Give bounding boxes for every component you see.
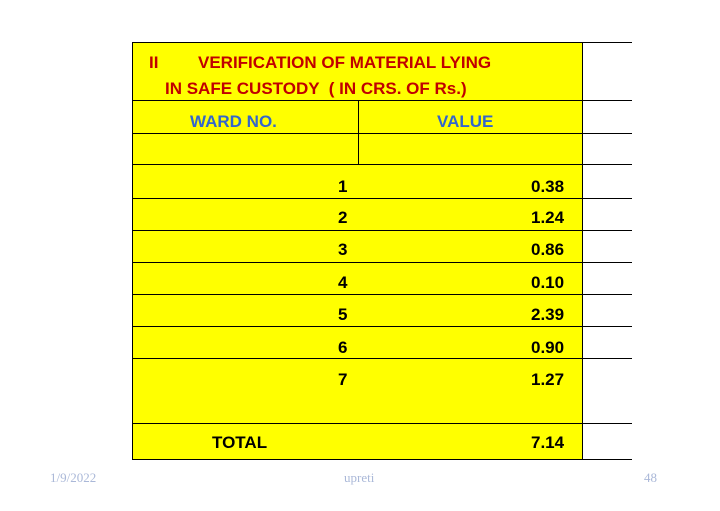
rule-top (132, 42, 632, 43)
ward-value: 0.38 (531, 177, 565, 196)
rule-after-title (132, 100, 632, 101)
title-line-2: IN SAFE CUSTODY ( IN CRS. OF Rs.) (165, 79, 467, 98)
footer-author: upreti (344, 470, 375, 485)
rule-row-6 (132, 358, 632, 359)
rule-bottom (132, 459, 632, 460)
ward-number: 3 (338, 240, 348, 259)
ward-value: 0.90 (531, 338, 565, 357)
ward-value: 0.86 (531, 240, 565, 259)
title-line-1: VERIFICATION OF MATERIAL LYING (198, 53, 492, 72)
ward-number: 7 (338, 370, 348, 389)
footer-date: 1/9/2022 (50, 470, 97, 485)
title-prefix: II (149, 53, 159, 72)
rule-row-3 (132, 262, 632, 263)
ward-number: 2 (338, 208, 348, 227)
ward-number: 6 (338, 338, 348, 357)
rule-row-1 (132, 198, 632, 199)
rule-left (132, 42, 133, 460)
header-value: VALUE (437, 112, 494, 131)
ward-value: 1.27 (531, 370, 565, 389)
ward-number: 4 (338, 273, 348, 292)
total-label: TOTAL (212, 433, 268, 452)
ward-value: 0.10 (531, 273, 565, 292)
ward-value: 1.24 (531, 208, 565, 227)
rule-row-2 (132, 230, 632, 231)
ward-number: 1 (338, 177, 348, 196)
ward-number: 5 (338, 305, 348, 324)
rule-row-4 (132, 294, 632, 295)
rule-middle (358, 100, 359, 164)
rule-after-header (132, 133, 632, 134)
rule-row-5 (132, 326, 632, 327)
total-value: 7.14 (531, 433, 565, 452)
ward-value: 2.39 (531, 305, 565, 324)
rule-after-blank (132, 164, 632, 165)
rule-after-data (132, 423, 632, 424)
rule-right (582, 42, 583, 460)
footer-page-number: 48 (644, 470, 657, 485)
header-ward-no: WARD NO. (190, 112, 277, 131)
